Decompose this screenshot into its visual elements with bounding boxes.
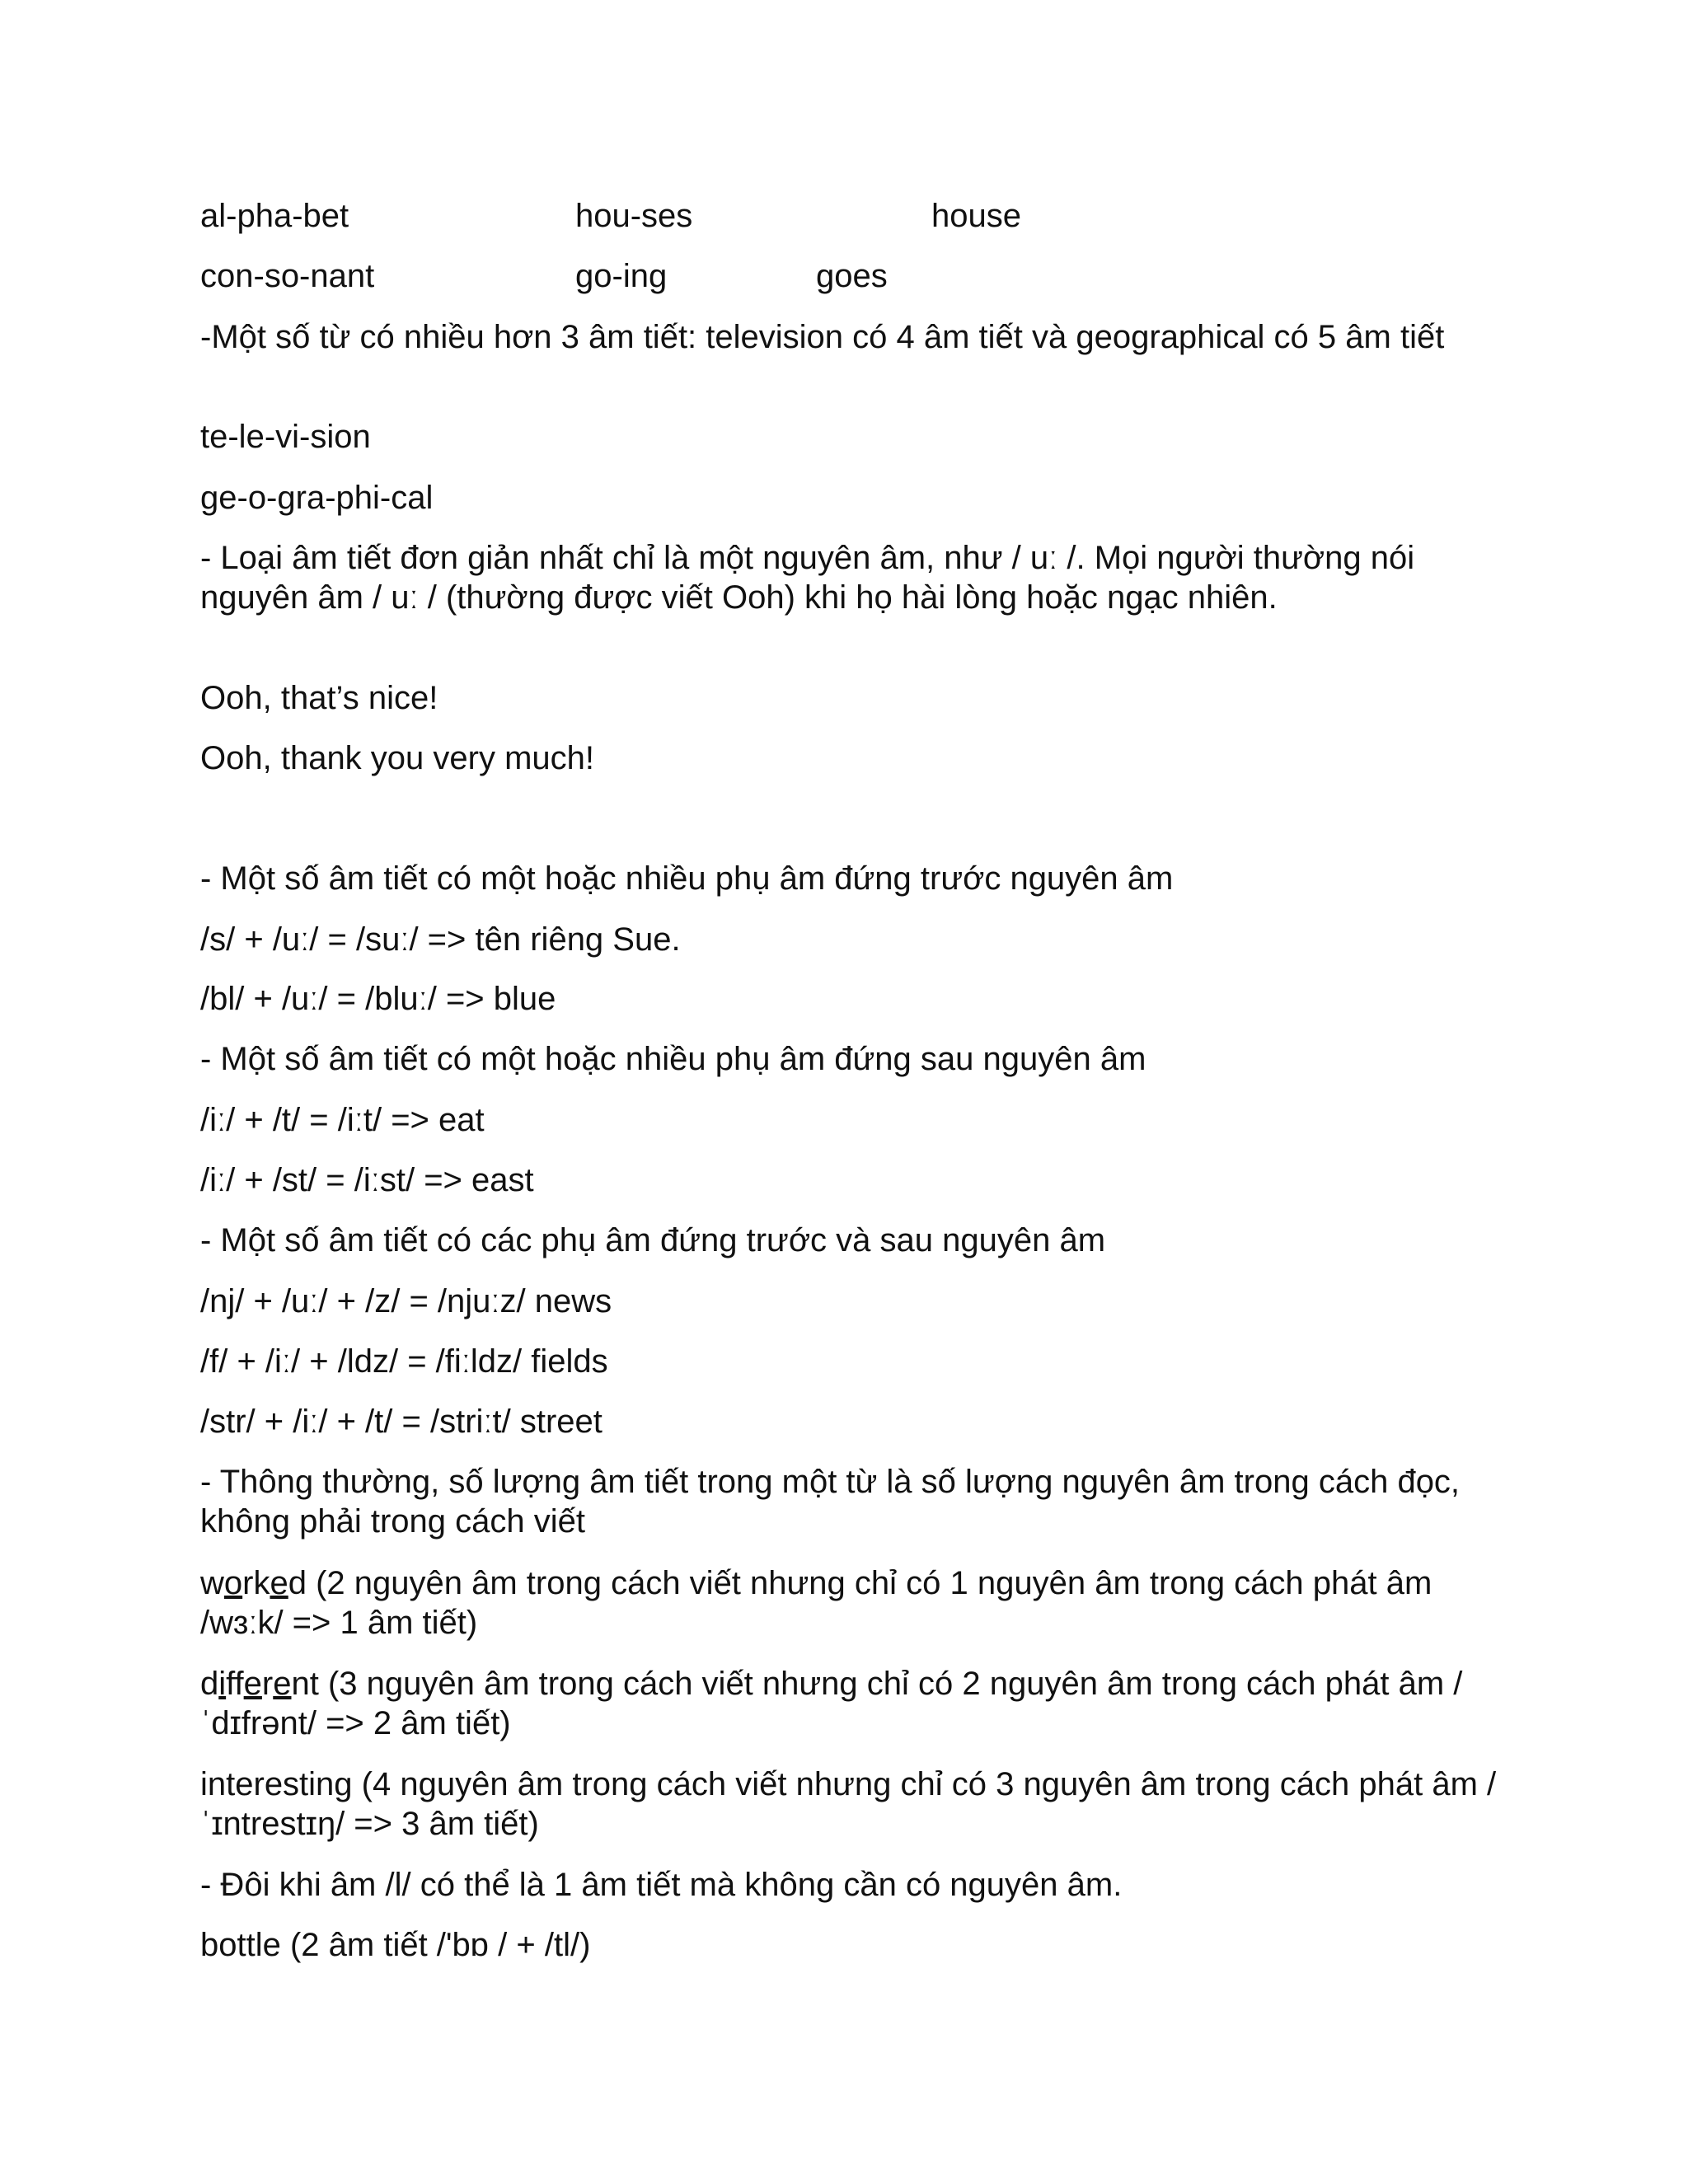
line-street: /str/ + /iː/ + /t/ = /striːt/ street [200,1404,603,1440]
line-television: te-le-vi-sion [200,419,371,455]
line-example-thanks: Ooh, thank you very much! [200,740,595,776]
paragraph-simple-syllable: - Loại âm tiết đơn giản nhất chỉ là một nguyên âm, như / uː /. Mọi người thường nói nguyên âm / uː / (thường được viết Ooh) khi họ hài lòng hoặc ngạc nhiên. [200,540,1415,616]
paragraph-worked: worked (2 nguyên âm trong cách viết nhưng chỉ có 1 nguyên âm trong cách phát âm /wɜːk/ => 1 âm tiết) [200,1565,1432,1641]
word-houses: hou-ses [575,198,693,234]
paragraph-interesting: interesting (4 nguyên âm trong cách viết nhưng chỉ có 3 nguyên âm trong cách phát âm /ˈɪntrestɪŋ/ => 3 âm tiết) [200,1766,1497,1842]
word-row-1 [200,196,1503,237]
line-blue: /bl/ + /uː/ = /bluː/ => blue [200,981,556,1017]
line-bottle: bottle (2 âm tiết /'bɒ / + /tl/) [200,1927,591,1963]
word-consonant: con-so-nant [200,258,375,294]
word-goes: goes [816,258,888,294]
line-east: /iː/ + /st/ = /iːst/ => east [200,1162,534,1198]
line-geographical: ge-o-gra-phi-cal [200,480,434,516]
line-example-nice: Ooh, that’s nice! [200,680,438,716]
line-fields: /f/ + /iː/ + /ldz/ = /fiːldz/ fields [200,1343,608,1380]
line-consonant-both: - Một số âm tiết có các phụ âm đứng trước và sau nguyên âm [200,1222,1106,1258]
line-consonant-after: - Một số âm tiết có một hoặc nhiều phụ âm đứng sau nguyên âm [200,1041,1146,1077]
paragraph-different: different (3 nguyên âm trong cách viết nhưng chỉ có 2 nguyên âm trong cách phát âm /ˈdɪfrənt/ => 2 âm tiết) [200,1666,1463,1741]
line-syllabic-l: - Đôi khi âm /l/ có thể là 1 âm tiết mà không cần có nguyên âm. [200,1867,1123,1903]
line-eat: /iː/ + /t/ = /iːt/ => eat [200,1102,485,1138]
paragraph-vowel-count: - Thông thường, số lượng âm tiết trong một từ là số lượng nguyên âm trong cách đọc, không phải trong cách viết [200,1464,1461,1540]
paragraph-multisyllable: -Một số từ có nhiều hơn 3 âm tiết: television có 4 âm tiết và geographical có 5 âm tiết [200,319,1445,355]
word-going: go-ing [575,258,668,294]
line-consonant-before: - Một số âm tiết có một hoặc nhiều phụ âm đứng trước nguyên âm [200,860,1174,897]
line-sue: /s/ + /uː/ = /suː/ => tên riêng Sue. [200,921,681,958]
word-house: house [931,198,1021,234]
line-news: /nj/ + /uː/ + /z/ = /njuːz/ news [200,1283,612,1319]
word-alphabet: al-pha-bet [200,198,349,234]
